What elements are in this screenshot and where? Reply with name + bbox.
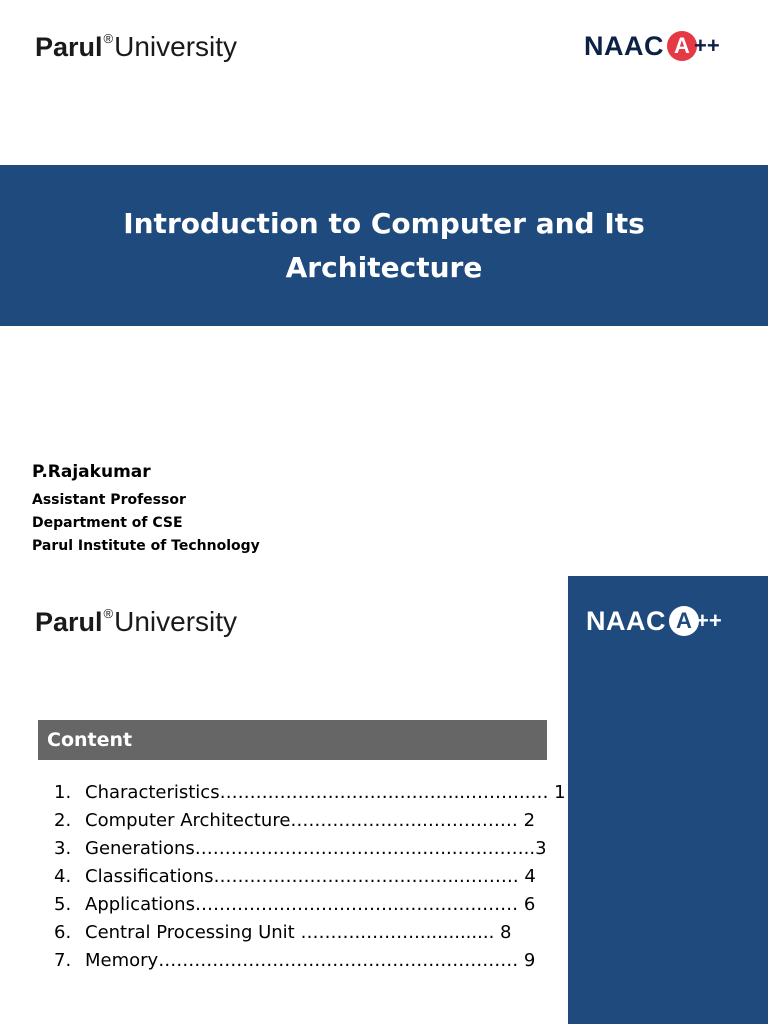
toc-item-number: 3. bbox=[54, 838, 72, 859]
content-heading: Content bbox=[38, 720, 547, 760]
brand-name-bold: Parul bbox=[35, 32, 103, 62]
naac-logo-secondary bbox=[586, 606, 722, 636]
title-line-1: Introduction to Computer and Its bbox=[123, 206, 645, 240]
author-block bbox=[32, 462, 260, 558]
grade-circle-icon: A bbox=[667, 31, 697, 61]
toc-item-number: 7. bbox=[54, 950, 72, 971]
parul-university-logo bbox=[35, 32, 237, 61]
toc-item[interactable] bbox=[54, 919, 534, 947]
toc-item-text: Applications……………………………..………….…… 6 bbox=[85, 894, 536, 915]
grade-circle-icon: A bbox=[669, 606, 699, 636]
page-title bbox=[104, 202, 664, 290]
toc-item-number: 6. bbox=[54, 922, 72, 943]
brand-name-bold: Parul bbox=[35, 607, 103, 637]
toc-item[interactable] bbox=[54, 779, 566, 807]
toc-item-text: Central Processing Unit ……….……….............. 8 bbox=[85, 922, 512, 943]
toc-item[interactable] bbox=[54, 891, 534, 919]
toc-item-text: Characteristics…………………………………..………..… 1 bbox=[85, 782, 566, 803]
registered-mark: ® bbox=[103, 31, 114, 46]
toc-item-text: Classifications…………………………………..………. 4 bbox=[85, 866, 536, 887]
title-line-2: Architecture bbox=[285, 250, 483, 284]
brand-name-regular: University bbox=[114, 606, 238, 637]
table-of-contents bbox=[54, 779, 566, 975]
parul-university-logo-secondary bbox=[35, 607, 237, 636]
grade-plus: ++ bbox=[694, 33, 720, 58]
author-institute: Parul Institute of Technology bbox=[32, 538, 260, 554]
registered-mark: ® bbox=[103, 606, 114, 621]
brand-name-regular: University bbox=[114, 31, 238, 62]
toc-item[interactable] bbox=[54, 807, 534, 835]
toc-item-number: 4. bbox=[54, 866, 72, 887]
toc-item[interactable] bbox=[54, 863, 534, 891]
naac-logo bbox=[584, 31, 720, 61]
toc-item[interactable] bbox=[54, 835, 547, 863]
naac-text: NAAC bbox=[584, 30, 664, 61]
naac-text: NAAC bbox=[586, 605, 666, 636]
toc-item-text: Memory…………………………………………………… 9 bbox=[85, 950, 536, 971]
author-name: P.Rajakumar bbox=[32, 462, 151, 482]
toc-item-number: 5. bbox=[54, 894, 72, 915]
toc-item[interactable] bbox=[54, 947, 534, 975]
title-banner bbox=[0, 165, 768, 326]
toc-item-text: Generations………………………………..…..…………..3 bbox=[85, 838, 547, 859]
author-designation: Assistant Professor bbox=[32, 492, 186, 508]
side-accent-bar bbox=[568, 576, 768, 1024]
toc-item-number: 1. bbox=[54, 782, 72, 803]
grade-plus: ++ bbox=[696, 608, 722, 633]
toc-item-text: Computer Architecture…………………..…………… 2 bbox=[85, 810, 536, 831]
author-department: Department of CSE bbox=[32, 515, 183, 531]
toc-item-number: 2. bbox=[54, 810, 72, 831]
